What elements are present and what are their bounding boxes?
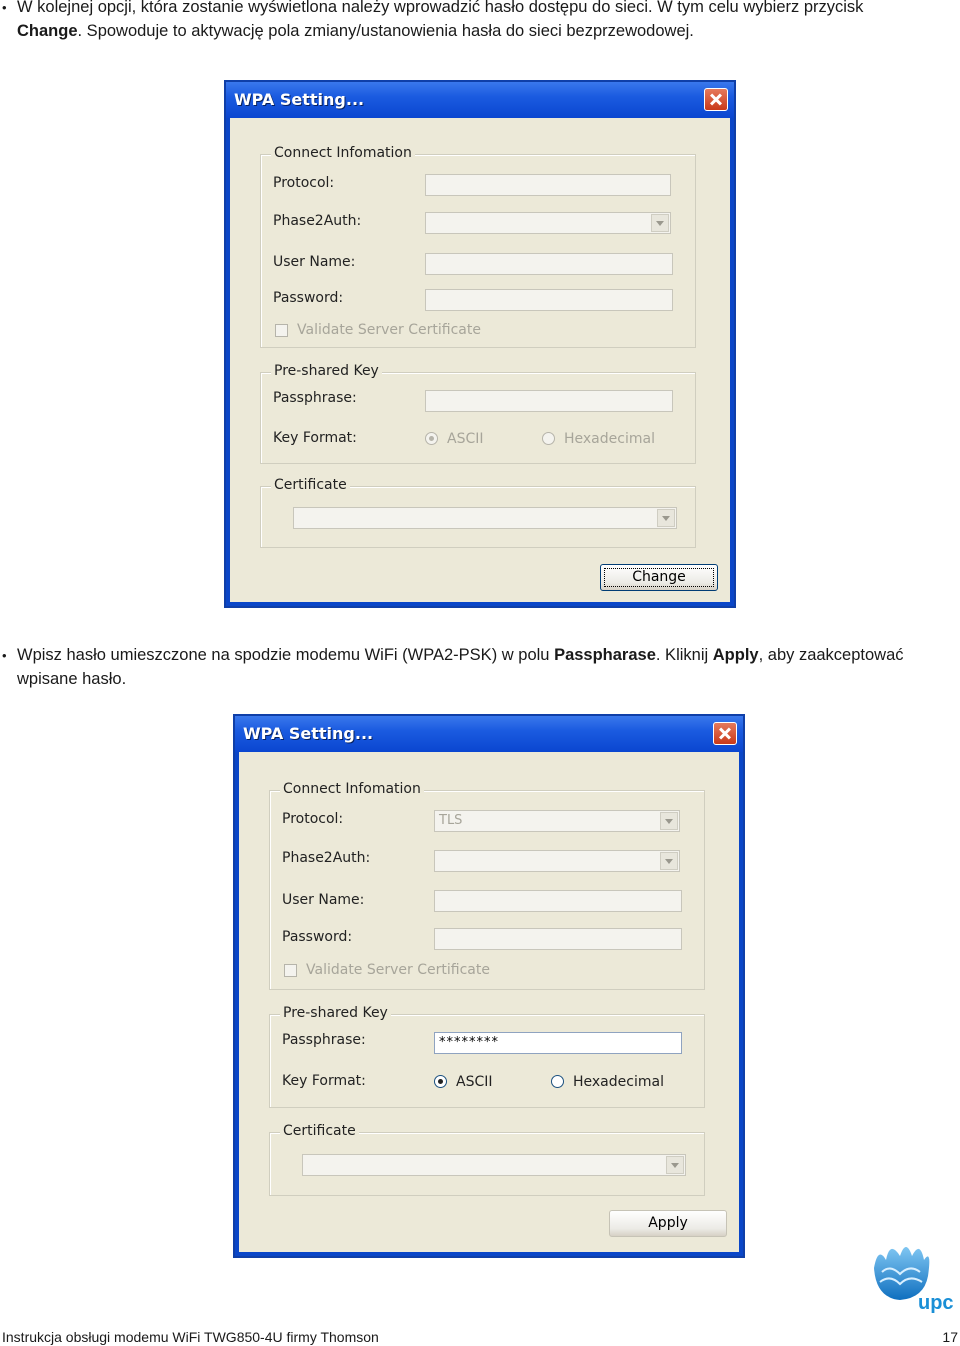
passphrase-field[interactable]: ******** (434, 1032, 682, 1054)
username-label: User Name: (282, 892, 365, 908)
logo-text: upc (918, 1292, 954, 1314)
title-bar[interactable] (226, 82, 734, 118)
step2-bold-passphrase: Passpharase (554, 646, 656, 664)
intro-bold-change: Change (17, 21, 78, 40)
close-icon[interactable] (713, 722, 737, 745)
chevron-down-icon (660, 852, 678, 870)
certificate-group (269, 1123, 705, 1196)
title-bar[interactable] (235, 716, 743, 752)
psk-legend: Pre-shared Key (280, 1005, 391, 1021)
phase2auth-label: Phase2Auth: (273, 213, 362, 229)
passphrase-label: Passphrase: (273, 390, 357, 406)
preshared-key-group (260, 363, 696, 464)
password-field[interactable] (425, 289, 673, 311)
page-number: 17 (942, 1329, 958, 1345)
intro-text-1: W kolejnej opcji, która zostanie wyświetlona należy wprowadzić hasło dostępu do sieci. W tym celu wybierz przycisk (17, 0, 864, 16)
username-field[interactable] (434, 890, 682, 912)
step2-text-1: Wpisz hasło umieszczone na spodzie modemu WiFi (WPA2-PSK) w polu (17, 646, 555, 664)
password-field[interactable] (434, 928, 682, 950)
close-icon[interactable] (704, 88, 728, 111)
change-button[interactable]: Change (600, 564, 718, 591)
hexadecimal-radio[interactable] (551, 1075, 564, 1088)
bullet: • (2, 0, 7, 15)
dialog-title: WPA Setting... (243, 724, 374, 743)
step2-paragraph (0, 644, 960, 691)
dialog-title: WPA Setting... (234, 90, 365, 109)
certificate-group (260, 477, 696, 548)
protocol-select[interactable] (434, 810, 680, 832)
validate-label: Validate Server Certificate (306, 962, 490, 978)
hexadecimal-label: Hexadecimal (573, 1074, 664, 1090)
validate-label: Validate Server Certificate (297, 322, 481, 338)
connect-legend: Connect Infomation (271, 145, 415, 161)
cert-legend: Certificate (280, 1123, 359, 1139)
preshared-key-group (269, 1005, 705, 1108)
step2-text-3: , aby zaakceptować wpisane hasło. (17, 646, 904, 688)
upc-logo (868, 1238, 956, 1318)
psk-legend: Pre-shared Key (271, 363, 382, 379)
dialog-client-area (230, 118, 730, 602)
passphrase-label: Passphrase: (282, 1032, 366, 1048)
chevron-down-icon (660, 812, 678, 830)
certificate-select[interactable] (302, 1154, 686, 1176)
ascii-radio[interactable] (434, 1075, 447, 1088)
footer-title: Instrukcja obsługi modemu WiFi TWG850-4U firmy Thomson (2, 1329, 379, 1345)
chevron-down-icon (657, 509, 675, 527)
chevron-down-icon (666, 1156, 684, 1174)
intro-paragraph (0, 0, 960, 43)
ascii-radio[interactable] (425, 432, 438, 445)
connect-information-group (260, 145, 696, 348)
hexadecimal-radio[interactable] (542, 432, 555, 445)
username-field[interactable] (425, 253, 673, 275)
username-label: User Name: (273, 254, 356, 270)
wpa-setting-dialog-2 (233, 714, 745, 1258)
keyformat-label: Key Format: (282, 1073, 366, 1089)
protocol-label: Protocol: (282, 811, 344, 827)
protocol-label: Protocol: (273, 175, 335, 191)
apply-button[interactable]: Apply (609, 1210, 727, 1237)
intro-text-2: . Spowoduje to aktywację pola zmiany/ustanowienia hasła do sieci bezprzewodowej. (77, 21, 694, 40)
connect-legend: Connect Infomation (280, 781, 424, 797)
password-label: Password: (273, 290, 344, 306)
passphrase-field[interactable] (425, 390, 673, 412)
phase2auth-select[interactable] (434, 850, 680, 872)
chevron-down-icon (651, 214, 669, 232)
bullet: • (2, 648, 7, 663)
validate-checkbox[interactable] (275, 324, 288, 337)
protocol-value: TLS (439, 813, 463, 828)
connect-information-group (269, 781, 705, 990)
ascii-label: ASCII (456, 1074, 493, 1090)
ascii-label: ASCII (447, 431, 484, 447)
step2-text-2: . Kliknij (655, 646, 713, 664)
cert-legend: Certificate (271, 477, 350, 493)
dialog-client-area (239, 752, 739, 1252)
protocol-select[interactable] (425, 174, 671, 196)
certificate-select[interactable] (293, 507, 677, 529)
phase2auth-select[interactable] (425, 212, 671, 234)
wpa-setting-dialog-1 (224, 80, 736, 608)
validate-checkbox[interactable] (284, 964, 297, 977)
hexadecimal-label: Hexadecimal (564, 431, 655, 447)
phase2auth-label: Phase2Auth: (282, 850, 371, 866)
password-label: Password: (282, 929, 353, 945)
keyformat-label: Key Format: (273, 430, 357, 446)
step2-bold-apply: Apply (712, 646, 759, 664)
